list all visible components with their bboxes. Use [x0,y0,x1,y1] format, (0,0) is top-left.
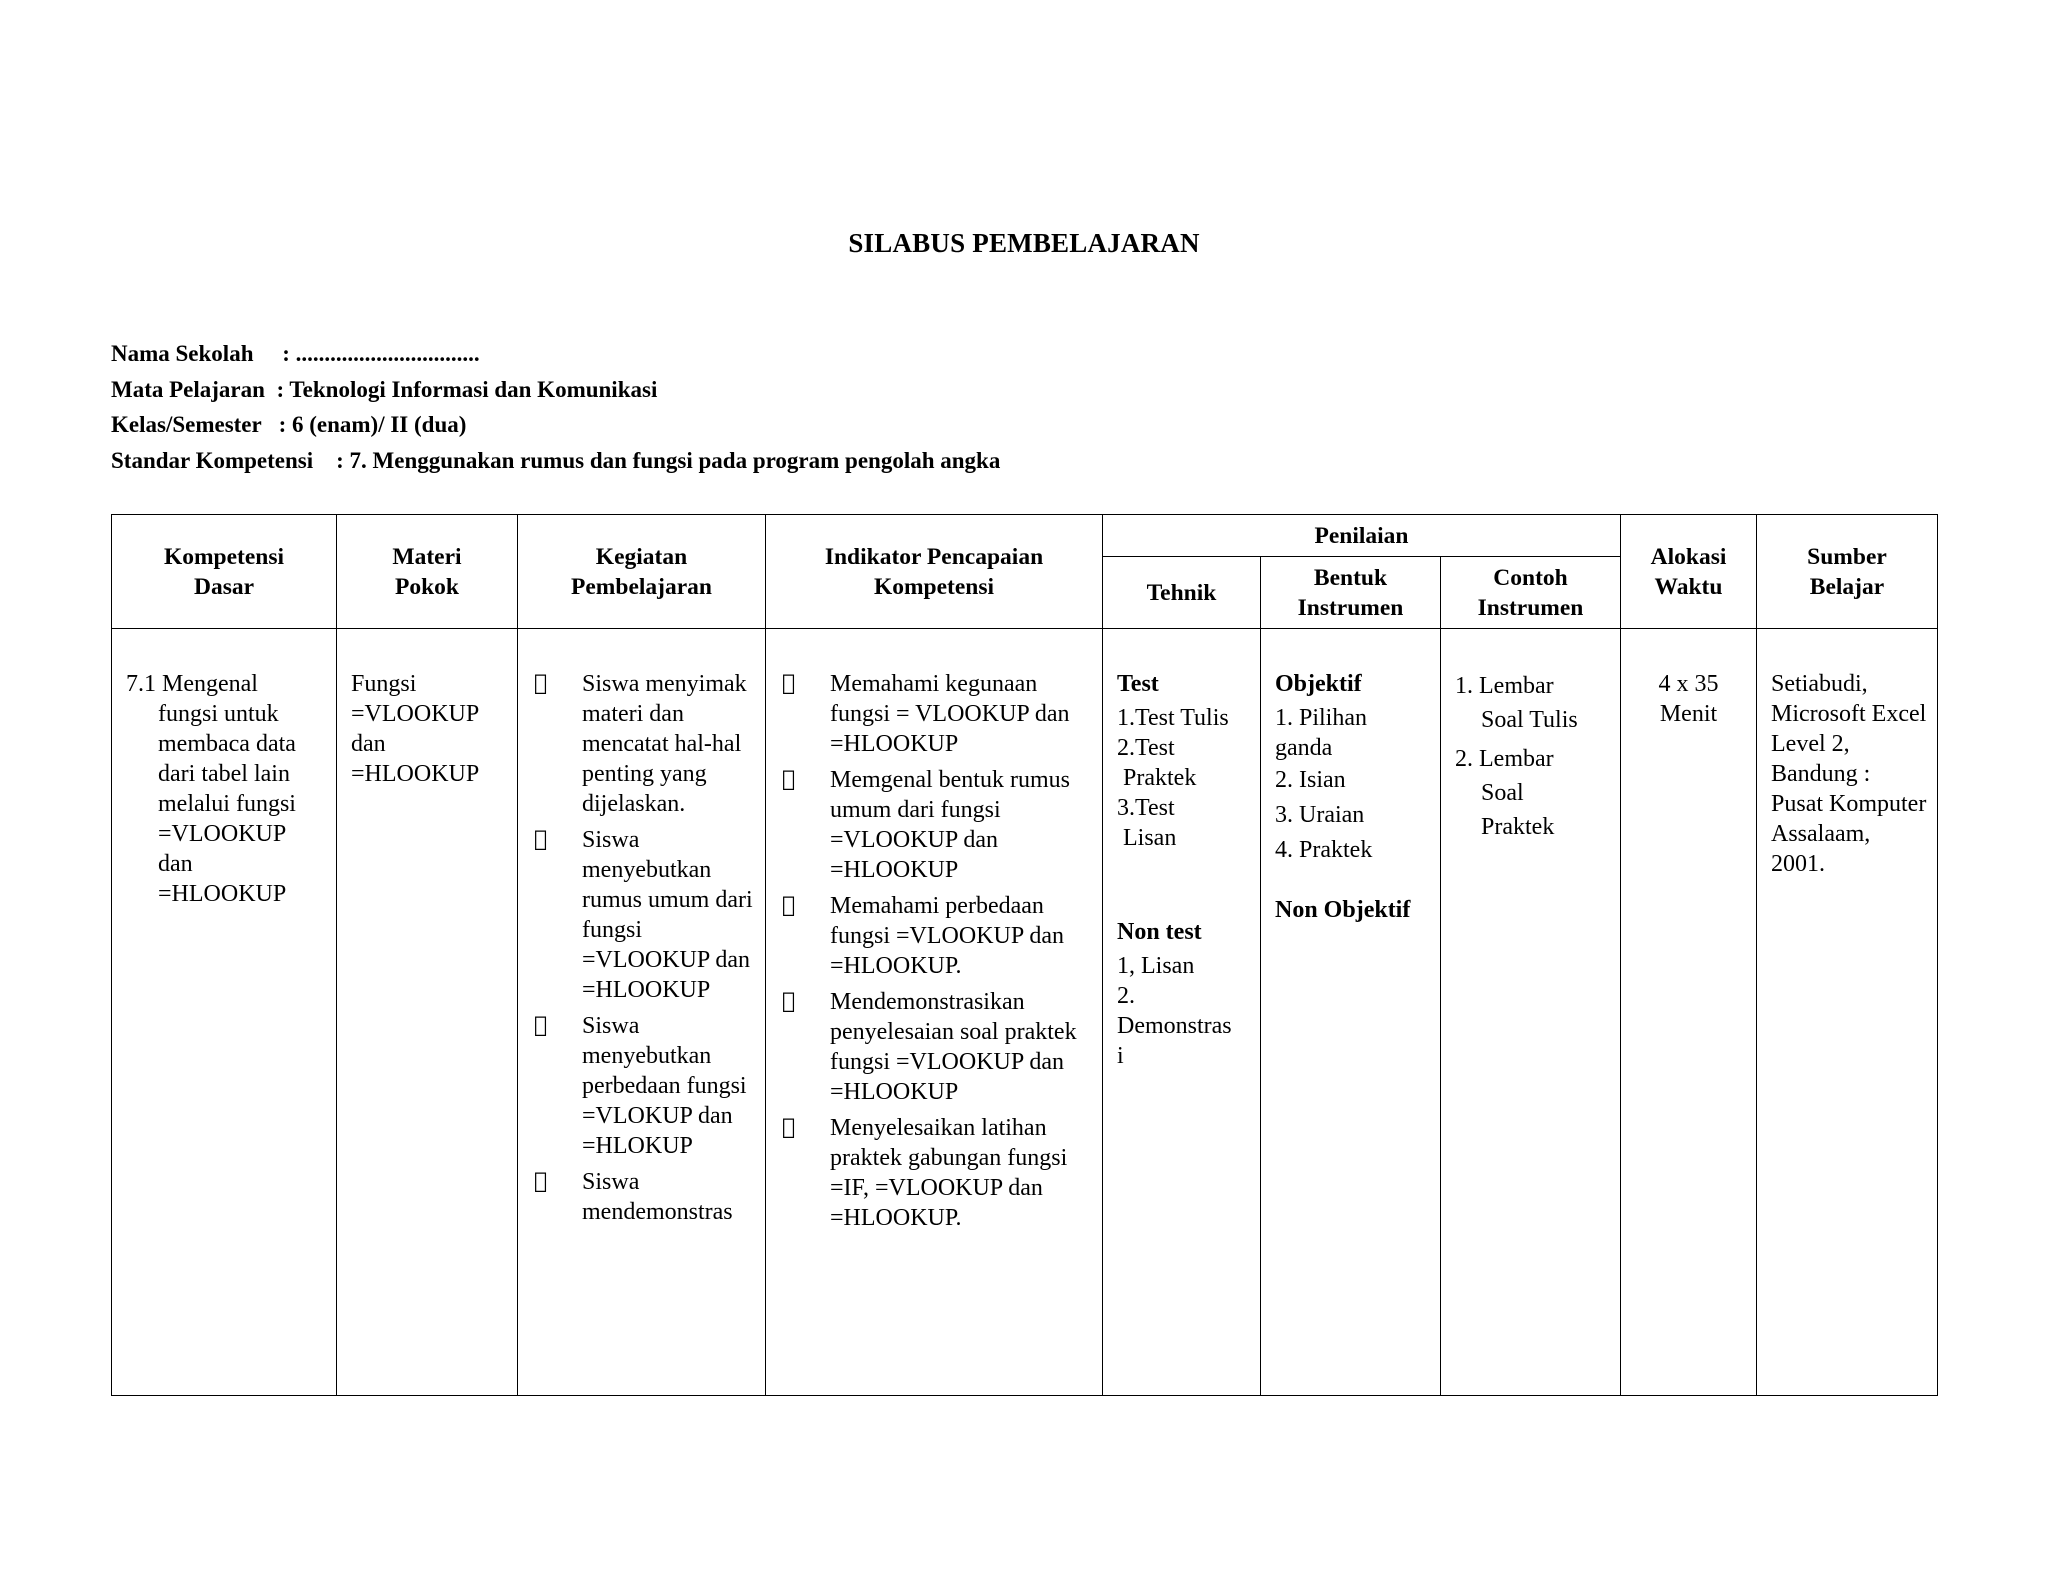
table-row [112,629,1938,1396]
header-kompetensi-dasar [112,515,337,629]
header-text: Kegiatan [595,543,688,570]
header-text: Indikator Pencapaian [824,543,1044,570]
header-alokasi-waktu [1621,515,1757,629]
list-item [780,891,1090,981]
header-bentuk-instrumen [1261,557,1441,629]
meta-value: : 6 (enam)/ II (dua) [278,412,467,438]
cell-kegiatan [518,629,766,1396]
cell-kompetensi-dasar [112,629,337,1396]
header-text: Belajar [1809,573,1885,600]
header-penilaian: Penilaian [1103,515,1621,557]
list-item [532,1011,755,1161]
meta-value: : Teknologi Informasi dan Komunikasi [276,376,658,402]
list-item [780,1113,1090,1233]
list-item: 3. Uraian [1275,802,1365,828]
kegiatan-clip [532,669,755,1359]
bullet-marker-icon [782,891,795,921]
tehnik-item: Praktek [1117,765,1197,791]
tehnik-item: i [1117,1043,1124,1069]
header-text: Kompetensi [873,573,995,600]
bullet-marker-icon [534,1011,547,1041]
cell-contoh-instrumen [1441,629,1621,1396]
list-item: 1. Pilihan ganda [1275,705,1368,761]
syllabus-table [111,514,1938,1396]
bullet-marker-icon [782,765,795,795]
header-text: Kompetensi [163,543,285,570]
tehnik-item: Lisan [1117,825,1177,851]
header-text: Bentuk [1313,564,1388,591]
tehnik-nontest-label: Non test [1117,919,1202,945]
alokasi-line: Menit [1659,701,1718,727]
header-tehnik: Tehnik [1103,557,1261,629]
meta-label: Standar Kompetensi [111,447,337,473]
cell-materi-pokok [337,629,518,1396]
header-contoh-instrumen [1441,557,1621,629]
meta-value: : ................................ [282,341,480,366]
bullet-marker-icon [782,987,795,1017]
header-text: Pokok [395,573,459,600]
header-text: Instrumen [1297,594,1404,621]
tehnik-item: Demonstras [1117,1013,1232,1039]
list-item [532,825,755,1005]
tehnik-item: 2.Test [1117,735,1175,761]
sumber-text: Setiabudi, Microsoft Excel Level 2, Bandung : Pusat Komputer Assalaam, 2001. [1771,671,1927,877]
cell-alokasi-waktu [1621,629,1757,1396]
meta-label: Mata Pelajaran [111,376,277,402]
list-item-text: Siswa mendemonstras [582,1169,733,1225]
header-text: Contoh [1493,564,1568,591]
tehnik-item: 2. [1117,983,1135,1009]
kompetensi-dasar-text: 7.1 Mengenal fungsi untuk membaca data dari tabel lain melalui fungsi =VLOOKUP dan =HLOOKUP [126,671,296,907]
header-text: Dasar [193,573,255,600]
list-item [780,765,1090,885]
header-text: Alokasi [1650,543,1727,570]
header-text: Waktu [1654,573,1723,600]
list-item-text: Siswa menyebutkan perbedaan fungsi =VLOKUP dan =HLOKUP [582,1013,747,1159]
materi-line: =HLOOKUP [351,761,480,787]
materi-line: =VLOOKUP [351,701,480,727]
list-item-text: Memgenal bentuk rumus umum dari fungsi =VLOOKUP dan =HLOOKUP [830,767,1070,883]
meta-school [111,336,1000,372]
materi-line: dan [351,731,386,757]
meta-subject [111,372,1000,408]
bentuk-nonobjektif-label: Non Objektif [1275,897,1411,923]
header-text: Sumber [1807,543,1887,570]
list-item: 2. Isian [1275,767,1346,793]
bullet-marker-icon [534,669,547,699]
list-item-text: Siswa menyimak materi dan mencatat hal-hal penting yang dijelaskan. [582,671,747,817]
tehnik-item: 3.Test [1117,795,1175,821]
cell-bentuk-instrumen [1261,629,1441,1396]
kegiatan-list [532,669,755,1227]
header-kegiatan-pembelajaran [518,515,766,629]
meta-value: : 7. Menggunakan rumus dan fungsi pada program pengolah angka [336,447,1001,473]
meta-competency-standard [111,443,1000,479]
list-item-text: Siswa menyebutkan rumus umum dari fungsi =VLOOKUP dan =HLOOKUP [582,827,753,1003]
header-text: Pembelajaran [571,573,712,600]
page-title: SILABUS PEMBELAJARAN [848,228,1200,258]
tehnik-test-label: Test [1117,671,1159,697]
indikator-list [780,669,1090,1233]
tehnik-item: 1.Test Tulis [1117,705,1229,731]
cell-tehnik [1103,629,1261,1396]
bentuk-list [1275,703,1430,865]
list-item-text: Memahami kegunaan fungsi = VLOOKUP dan =HLOOKUP [830,671,1070,757]
cell-indikator [766,629,1103,1396]
bullet-marker-icon [534,1167,547,1197]
header-indikator [766,515,1103,629]
list-item: 1. Lembar Soal Tulis [1455,673,1578,733]
bullet-marker-icon [534,825,547,855]
list-item [780,987,1090,1107]
meta-label: Nama Sekolah [111,341,283,366]
list-item [780,669,1090,759]
contoh-list [1455,669,1600,844]
list-item-text: Mendemonstrasikan penyelesaian soal praktek fungsi =VLOOKUP dan =HLOOKUP [830,989,1077,1105]
bullet-marker-icon [782,669,795,699]
bullet-marker-icon [782,1113,795,1143]
list-item [532,1167,755,1227]
bentuk-objektif-label: Objektif [1275,671,1362,697]
list-item-text: Menyelesaikan latihan praktek gabungan fungsi =IF, =VLOOKUP dan =HLOOKUP. [830,1115,1068,1231]
syllabus-meta [111,336,1000,478]
tehnik-item: 1, Lisan [1117,953,1195,979]
materi-line: Fungsi [351,671,417,697]
header-text: Instrumen [1477,594,1584,621]
list-item: 2. Lembar Soal Praktek [1455,746,1555,840]
meta-label: Kelas/Semester [111,412,279,438]
header-materi-pokok [337,515,518,629]
alokasi-line: 4 x 35 [1658,671,1719,697]
list-item [532,669,755,819]
header-text: Materi [392,543,462,570]
list-item: 4. Praktek [1275,837,1373,863]
cell-sumber-belajar [1757,629,1938,1396]
list-item-text: Memahami perbedaan fungsi =VLOOKUP dan =HLOOKUP. [830,893,1064,979]
header-sumber-belajar [1757,515,1938,629]
meta-class-semester [111,407,1000,443]
